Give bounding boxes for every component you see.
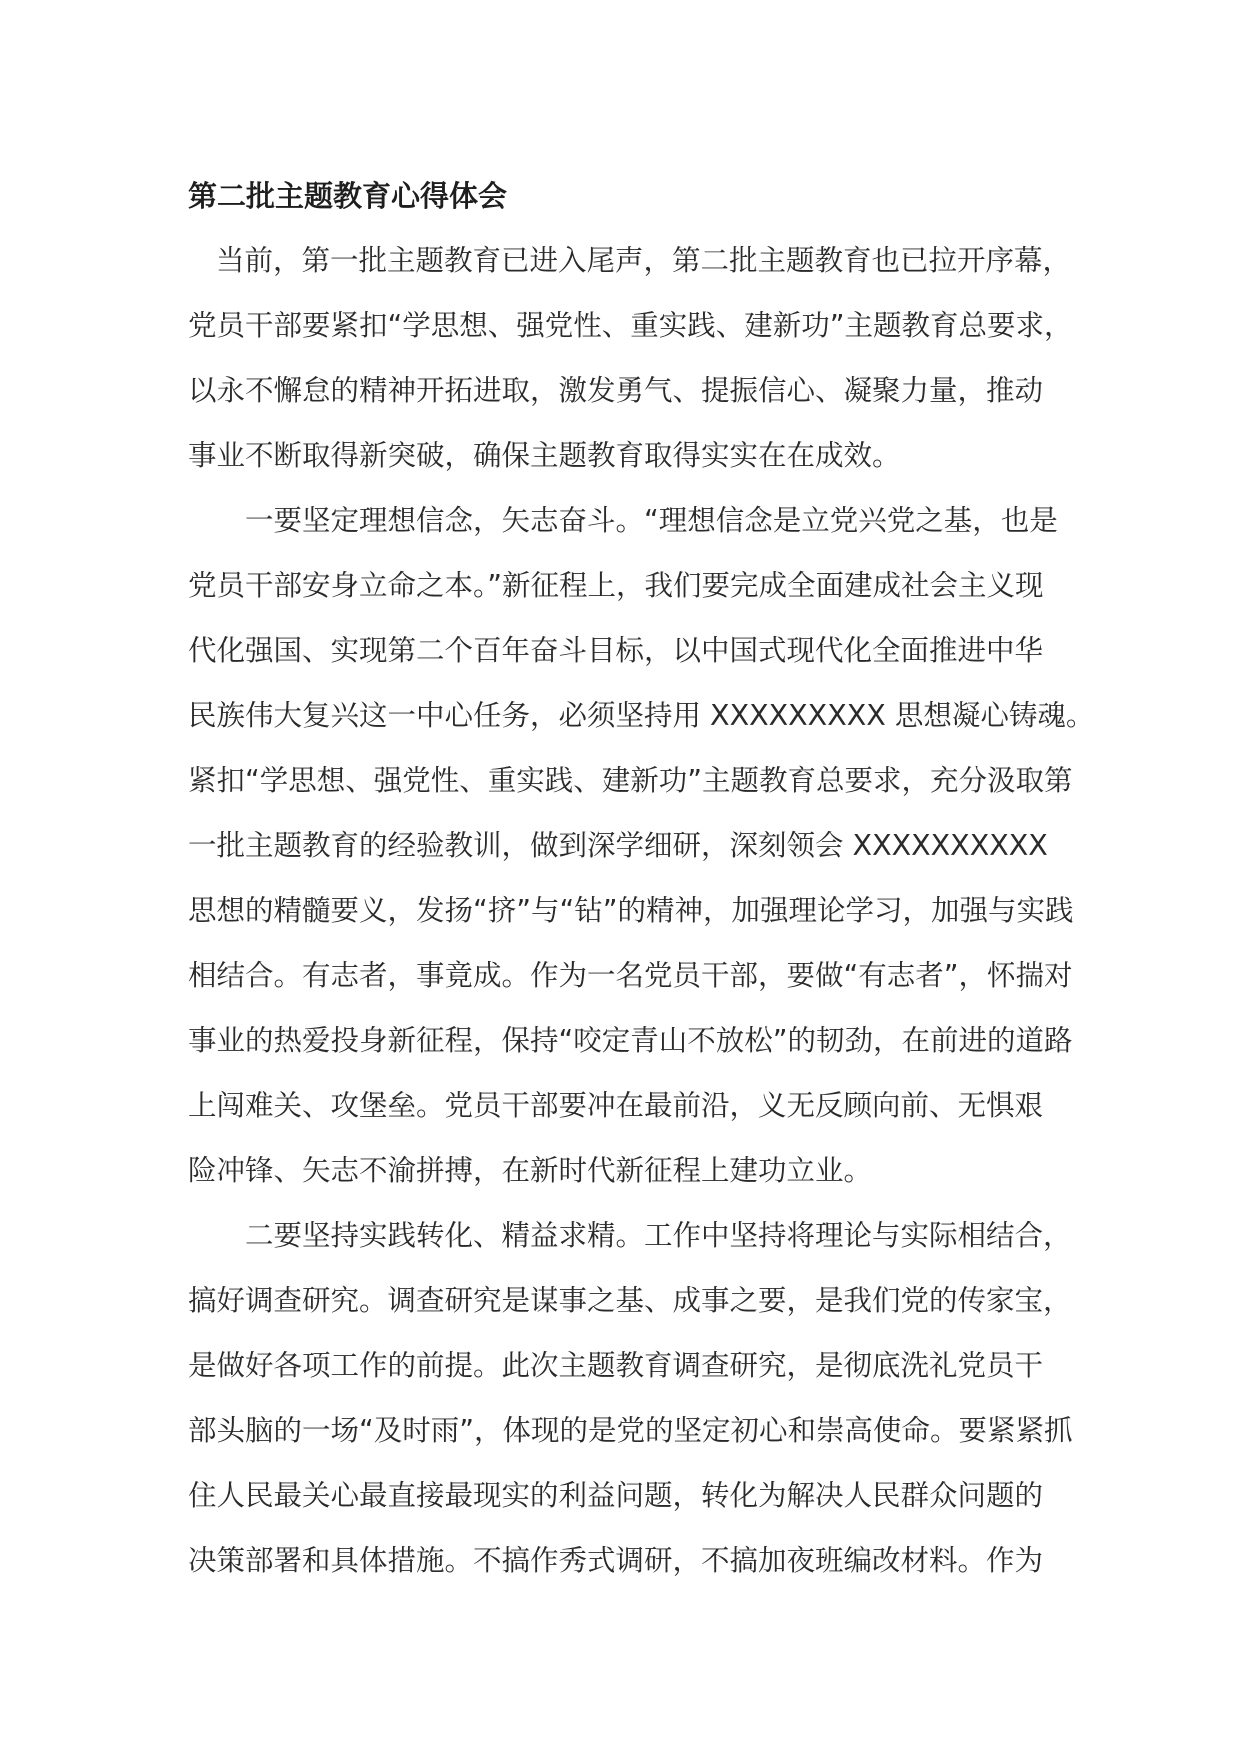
text-line: 代化强国、实现第二个百年奋斗目标，以中国式现代化全面推进中华: [188, 634, 1044, 667]
text-line: 一要坚定理想信念，矢志奋斗。“理想信念是立党兴党之基，也是: [245, 504, 1058, 537]
text-line: 一批主题教育的经验教训，做到深学细研，深刻领会 XXXXXXXXXX: [188, 829, 1048, 862]
text-line: 紧扣“学思想、强党性、重实践、建新功”主题教育总要求，充分汲取第: [188, 764, 1073, 797]
text-line: 是做好各项工作的前提。此次主题教育调查研究，是彻底洗礼党员干: [188, 1349, 1044, 1382]
text-line: 当前，第一批主题教育已进入尾声，第二批主题教育也已拉开序幕，: [216, 244, 1072, 277]
document-title: 第二批主题教育心得体会: [188, 179, 508, 213]
text-line: 思想的精髓要义，发扬“挤”与“钻”的精神，加强理论学习，加强与实践: [188, 894, 1074, 927]
text-line: 事业不断取得新突破，确保主题教育取得实实在在成效。: [188, 439, 901, 472]
text-line: 相结合。有志者，事竟成。作为一名党员干部，要做“有志者”，怀揣对: [188, 959, 1073, 992]
text-line: 党员干部安身立命之本。”新征程上，我们要完成全面建成社会主义现: [188, 569, 1044, 602]
text-line: 民族伟大复兴这一中心任务，必须坚持用 XXXXXXXXX 思想凝心铸魂。: [188, 699, 1095, 732]
text-line: 搞好调查研究。调查研究是谋事之基、成事之要，是我们党的传家宝，: [188, 1284, 1072, 1317]
text-line: 二要坚持实践转化、精益求精。工作中坚持将理论与实际相结合，: [245, 1219, 1072, 1252]
text-line: 部头脑的一场“及时雨”，体现的是党的坚定初心和崇高使命。要紧紧抓: [188, 1414, 1073, 1447]
text-line: 险冲锋、矢志不渝拼搏，在新时代新征程上建功立业。: [188, 1154, 873, 1187]
text-line: 以永不懈怠的精神开拓进取，激发勇气、提振信心、凝聚力量，推动: [188, 374, 1044, 407]
document-body: [188, 241, 1095, 1606]
text-line: 决策部署和具体措施。不搞作秀式调研，不搞加夜班编改材料。作为: [188, 1544, 1044, 1577]
text-line: 党员干部要紧扣“学思想、强党性、重实践、建新功”主题教育总要求，: [188, 309, 1073, 342]
text-line: 上闯难关、攻堡垒。党员干部要冲在最前沿，义无反顾向前、无惧艰: [188, 1089, 1044, 1122]
text-line: 事业的热爱投身新征程，保持“咬定青山不放松”的韧劲，在前进的道路: [188, 1024, 1073, 1057]
text-line: 住人民最关心最直接最现实的利益问题，转化为解决人民群众问题的: [188, 1479, 1044, 1512]
